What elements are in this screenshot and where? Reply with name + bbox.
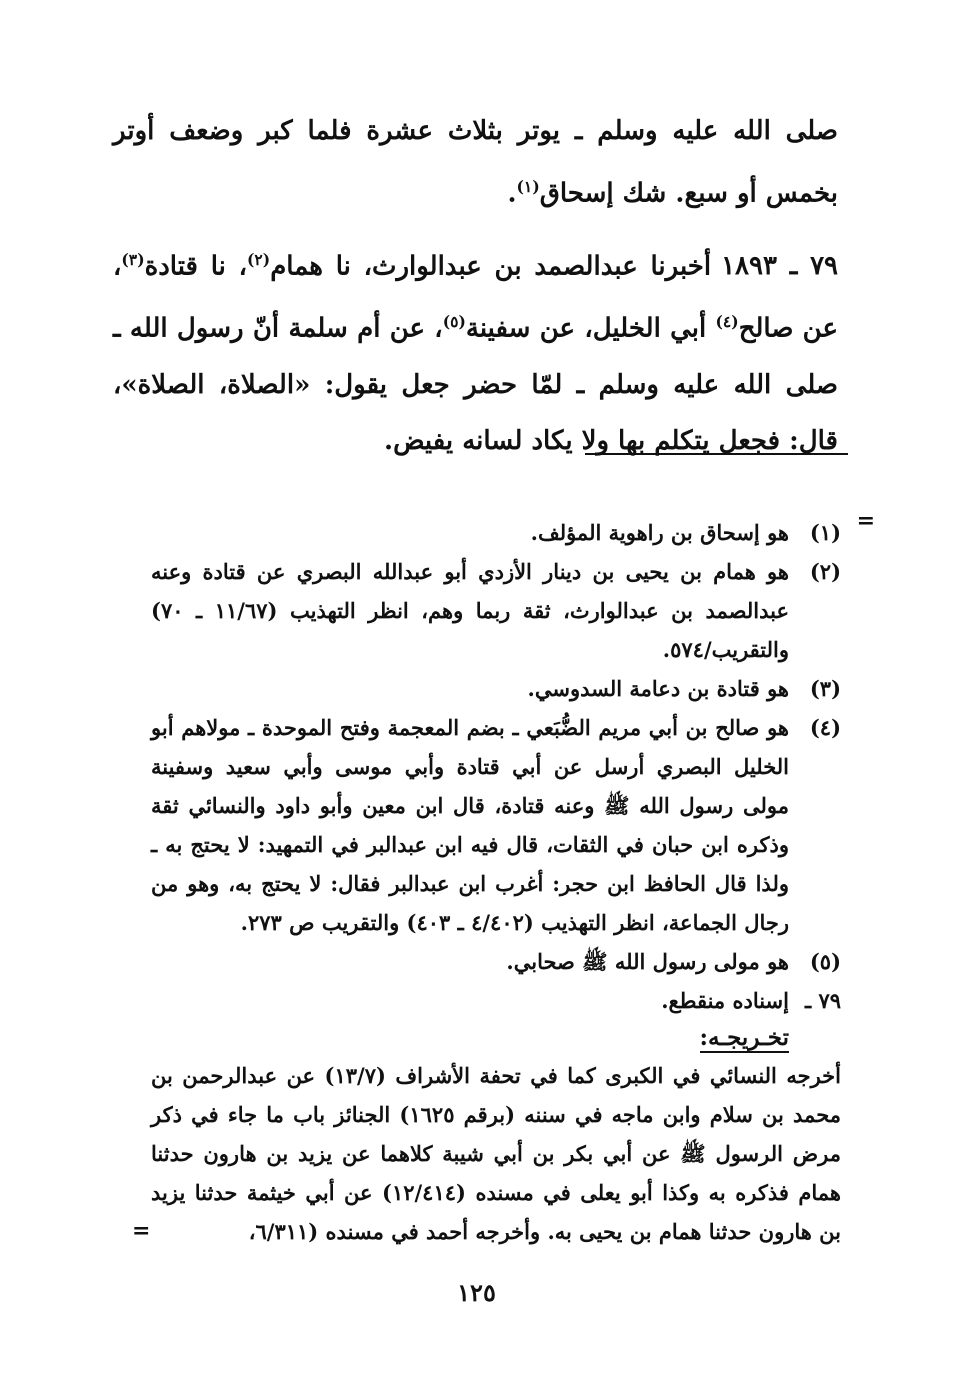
continuation-mark-top: = [856, 508, 875, 534]
footnote-3 [151, 669, 841, 708]
footnote-ref-5: (٥) [442, 312, 466, 332]
footnote-ref-2: (٢) [247, 249, 271, 269]
footnote-text: هو قتادة بن دعامة السدوسي. [527, 676, 789, 701]
footnote-isnad [151, 981, 841, 1020]
takhrij-text: أخرجه النسائي في الكبرى كما في تحفة الأشراف (١٣/٧) عن عبدالرحمن بن محمد بن سلام وابن ماجه في سننه (برقم ١٦٢٥) الجنائز باب ما جاء في ذكر مرض الرسول ﷺ عن أبي بكر بن أبي شيبة كلاهما عن يزيد بن هارون حدثنا همام فذكره به وكذا أبو يعلى في مسنده (١٢/٤١٤) عن أبي خيثمة حدثنا يزيد بن هارون حدثنا همام بن يحيى به. وأخرجه أحمد في مسنده (٦/٣١١، [151, 1063, 842, 1244]
footnote-number: (٣) [809, 676, 841, 701]
footnote-text: هو صالح بن أبي مريم الضُّبَعي ـ بضم المعجمة وفتح الموحدة ـ مولاهم أبو الخليل البصري أرسل عن أبي قتادة وأبي موسى وأبي سعيد وسفينة مولى رسول الله ﷺ وعنه قتادة، قال ابن معين وأبو داود والنسائي ثقة وذكره ابن حبان في الثقات، قال فيه ابن عبدالبر في التمهيد: لا يحتج به ـ ولذا قال الحافظ ابن حجر: أغرب ابن عبدالبر فقال: لا يحتج به، وهو من رجال الجماعة، انظر التهذيب (٤/٤٠٢ ـ ٤٠٣) والتقريب ص ٢٧٣. [151, 715, 789, 935]
footnote-1 [151, 513, 841, 552]
footnote-text: هو همام بن يحيى بن دينار الأزدي أبو عبدالله البصري عن قتادة وعنه عبدالصمد بن عبدالوارث، ثقة ربما وهم، انظر التهذيب (١١/٦٧ ـ ٧٠) والتقريب/٥٧٤. [151, 559, 789, 662]
hadith-seg-2: ، نا قتادة [144, 251, 248, 282]
footnote-separator [585, 453, 848, 455]
footnote-number: (٥) [809, 949, 841, 974]
continuation-mark-bottom: = [132, 1218, 151, 1244]
hadith-seg-4: أبي الخليل، عن سفينة [465, 313, 716, 344]
main-text [113, 103, 838, 469]
footnote-text: هو مولى رسول الله ﷺ صحابي. [506, 949, 789, 974]
hadith-number: ٧٩ ـ ١٨٩٣ [721, 251, 838, 282]
footnote-5 [151, 942, 841, 981]
hadith-seg-5: ، عن أم سلمة أنّ رسول الله ـ صلى الله عليه وسلم ـ لمّا حضر جعل يقول: «الصلاة، الصلاة»، قال: فجعل يتكلم بها ولا يكاد لسانه يفيض. [113, 313, 838, 456]
footnote-number: ٧٩ ـ [804, 988, 841, 1013]
hadith-seg-1: أخبرنا عبدالصمد بن عبدالوارث، نا همام [270, 251, 712, 282]
footnote-ref-4: (٤) [715, 312, 739, 332]
page-number: ١٢٥ [457, 1278, 496, 1307]
footnote-number: (٢) [809, 559, 841, 584]
footnote-ref-3: (٣) [121, 249, 145, 269]
hadith-paragraph [113, 232, 838, 469]
takhrij-heading-text: تخـريجـه: [699, 1024, 789, 1051]
footnotes [151, 513, 841, 1251]
footnote-4 [151, 708, 841, 942]
hadith-seg-3: ، عن صالح [113, 251, 838, 344]
footnote-text: إسناده منقطع. [661, 988, 789, 1013]
para1-text: صلى الله عليه وسلم ـ يوتر بثلاث عشرة فلما كبر وضعف أوتر بخمس أو سبع. شك إسحاق [113, 116, 838, 209]
footnote-number: (١) [809, 520, 841, 545]
para1-end: . [507, 178, 517, 209]
takhrij-heading [151, 1020, 789, 1056]
main-paragraph-1 [113, 103, 838, 222]
footnote-number: (٤) [809, 715, 841, 740]
footnote-2 [151, 552, 841, 669]
footnote-text: هو إسحاق بن راهوية المؤلف. [530, 520, 789, 545]
footnote-ref-1: (١) [516, 177, 540, 196]
